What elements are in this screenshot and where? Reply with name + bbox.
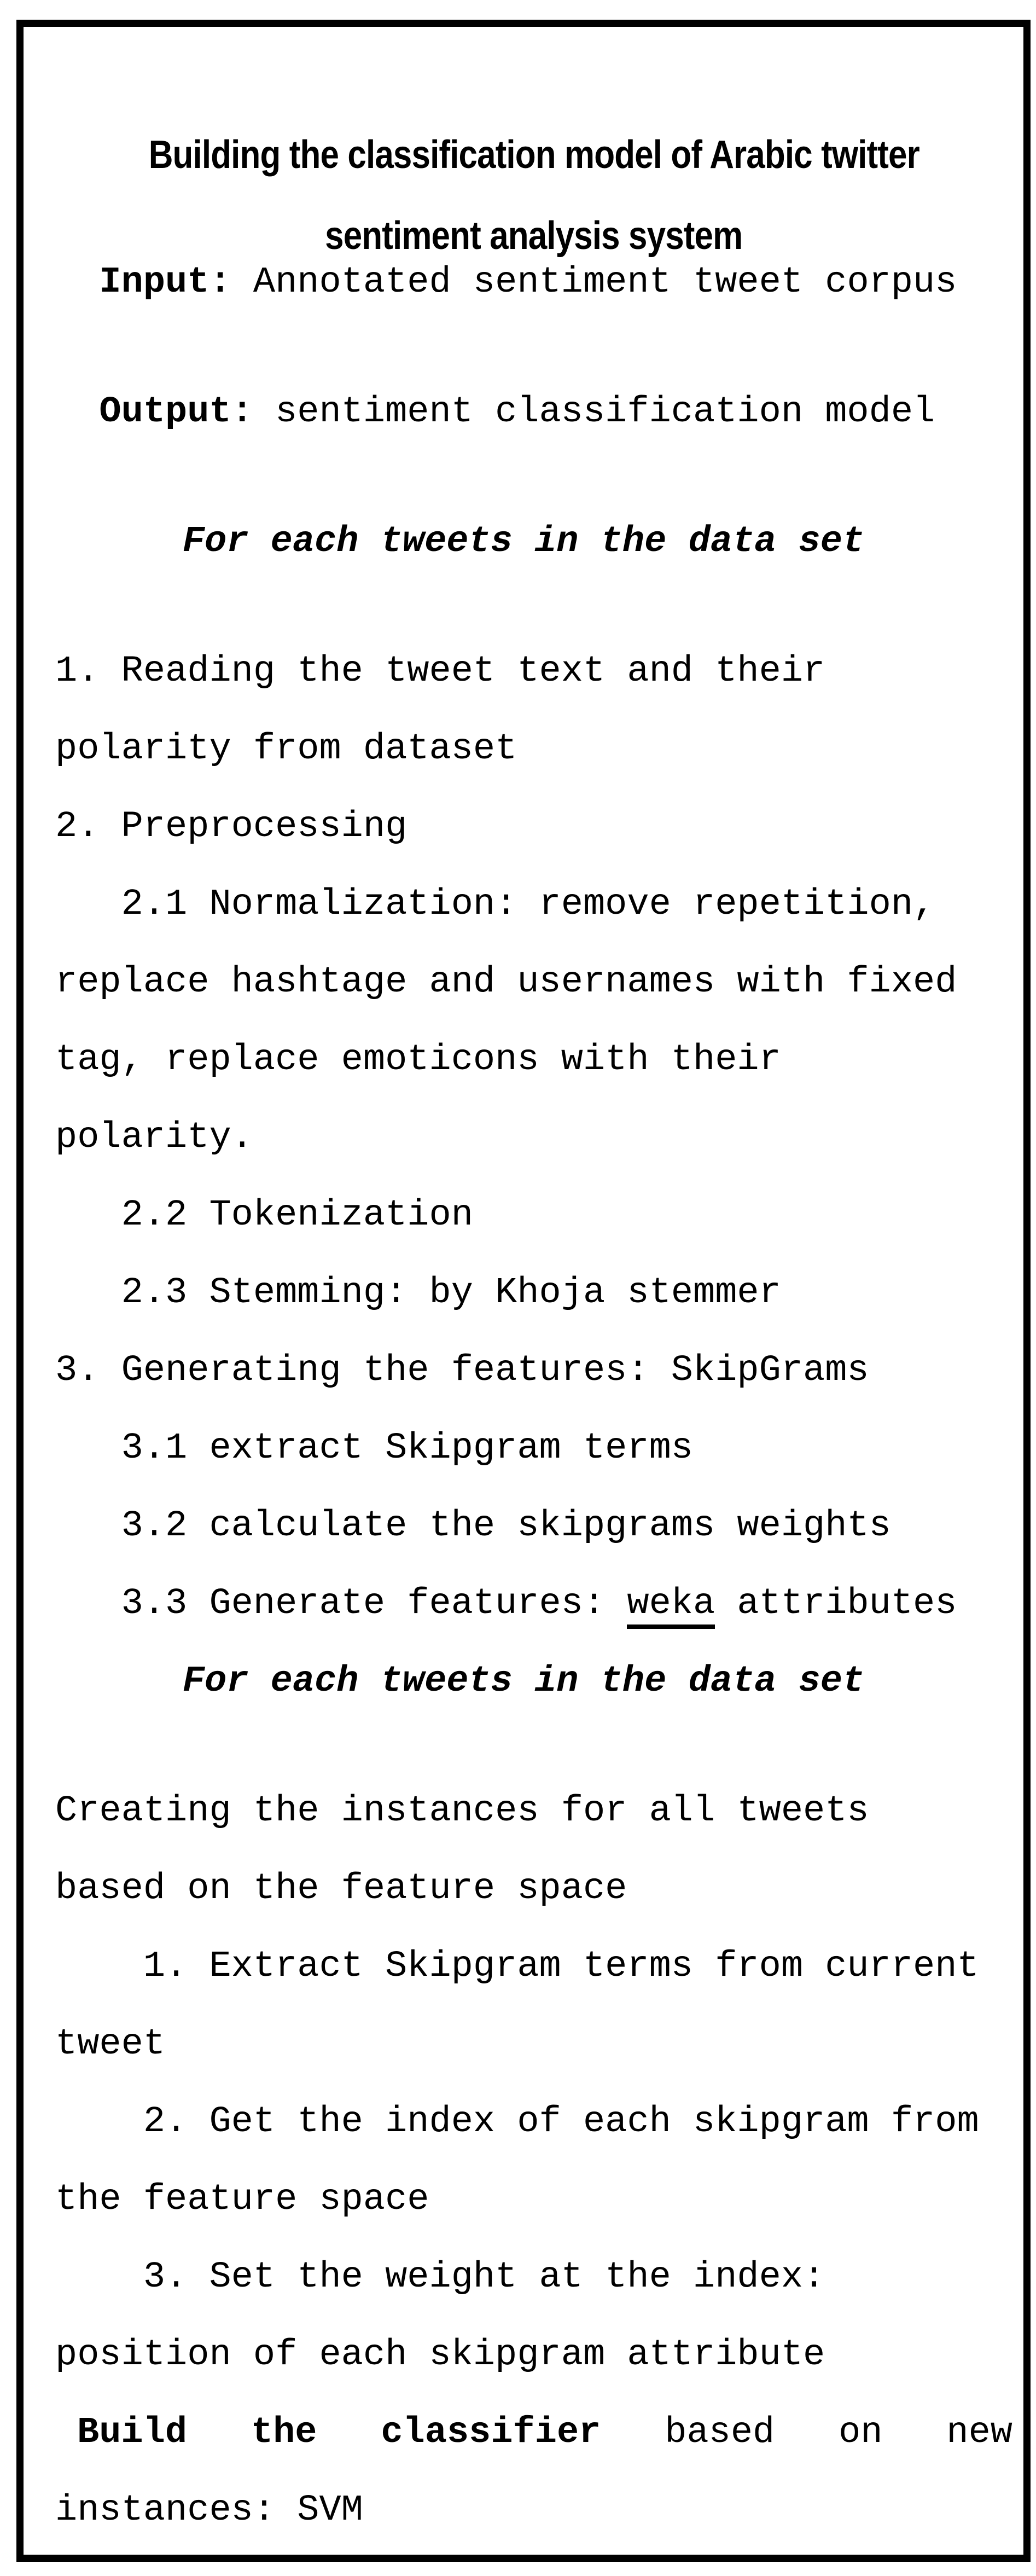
step-3-text: 3. Generating the features: SkipGrams	[55, 1350, 869, 1391]
page-title-line-1	[24, 33, 1023, 177]
step-2-1-continuation-1: replace hashtage and usernames with fixed	[55, 961, 957, 1003]
input-label: Input:	[55, 262, 231, 303]
step-3-3-suffix: attributes	[715, 1583, 957, 1624]
input-value: Annotated sentiment tweet corpus	[231, 262, 957, 303]
build-word-3: classifier	[381, 2412, 601, 2453]
instance-step-3-continuation: position of each skipgram attribute	[55, 2334, 825, 2376]
weka-underlined-word: weka	[627, 1583, 715, 1629]
step-2-1-continuation-2: tag, replace emoticons with their	[55, 1039, 781, 1081]
step-3-2-text: 3.2 calculate the skipgrams weights	[55, 1505, 891, 1547]
instance-intro-line-1: Creating the instances for all tweets	[55, 1790, 869, 1832]
step-3-3-text	[24, 1565, 1023, 1643]
instance-step-1-continuation: tweet	[55, 2023, 166, 2065]
instance-step-1-text: 1. Extract Skipgram terms from current	[55, 1946, 979, 1987]
step-2-3-text: 2.3 Stemming: by Khoja stemmer	[55, 1272, 781, 1314]
step-3-3-prefix: 3.3 Generate features:	[55, 1583, 627, 1624]
step-2-text: 2. Preprocessing	[55, 806, 408, 848]
step-3-1-text: 3.1 extract Skipgram terms	[55, 1428, 693, 1469]
step-1-continuation: polarity from dataset	[55, 728, 517, 770]
build-word-4: based	[665, 2412, 775, 2453]
step-2-2-text: 2.2 Tokenization	[55, 1194, 473, 1236]
step-2-1-continuation-3: polarity.	[55, 1117, 253, 1158]
build-classifier-line	[24, 2394, 1023, 2471]
instance-step-2-text: 2. Get the index of each skipgram from	[55, 2101, 979, 2143]
output-value: sentiment classification model	[253, 391, 935, 433]
title-text-1: Building the classification model of Arabic twitter	[148, 133, 919, 177]
build-classifier-continuation: instances: SVM	[55, 2490, 363, 2531]
build-word-2: the	[251, 2412, 317, 2453]
algorithm-box	[16, 20, 1031, 2562]
output-line	[24, 373, 1023, 451]
build-word-1: Build	[77, 2412, 188, 2453]
instance-step-3-text: 3. Set the weight at the index:	[55, 2256, 825, 2298]
step-2-1-text: 2.1 Normalization: remove repetition,	[55, 884, 935, 925]
loop-header-1: For each tweets in the data set	[182, 521, 865, 562]
title-text-2: sentiment analysis system	[325, 214, 743, 258]
step-1-text: 1. Reading the tweet text and their	[55, 651, 825, 692]
build-word-5: on	[839, 2412, 883, 2453]
instance-intro-line-2: based on the feature space	[55, 1868, 627, 1910]
output-label: Output:	[55, 391, 253, 433]
loop-header-2: For each tweets in the data set	[182, 1661, 865, 1702]
instance-step-2-continuation: the feature space	[55, 2179, 429, 2220]
build-word-6: new	[946, 2412, 1012, 2453]
